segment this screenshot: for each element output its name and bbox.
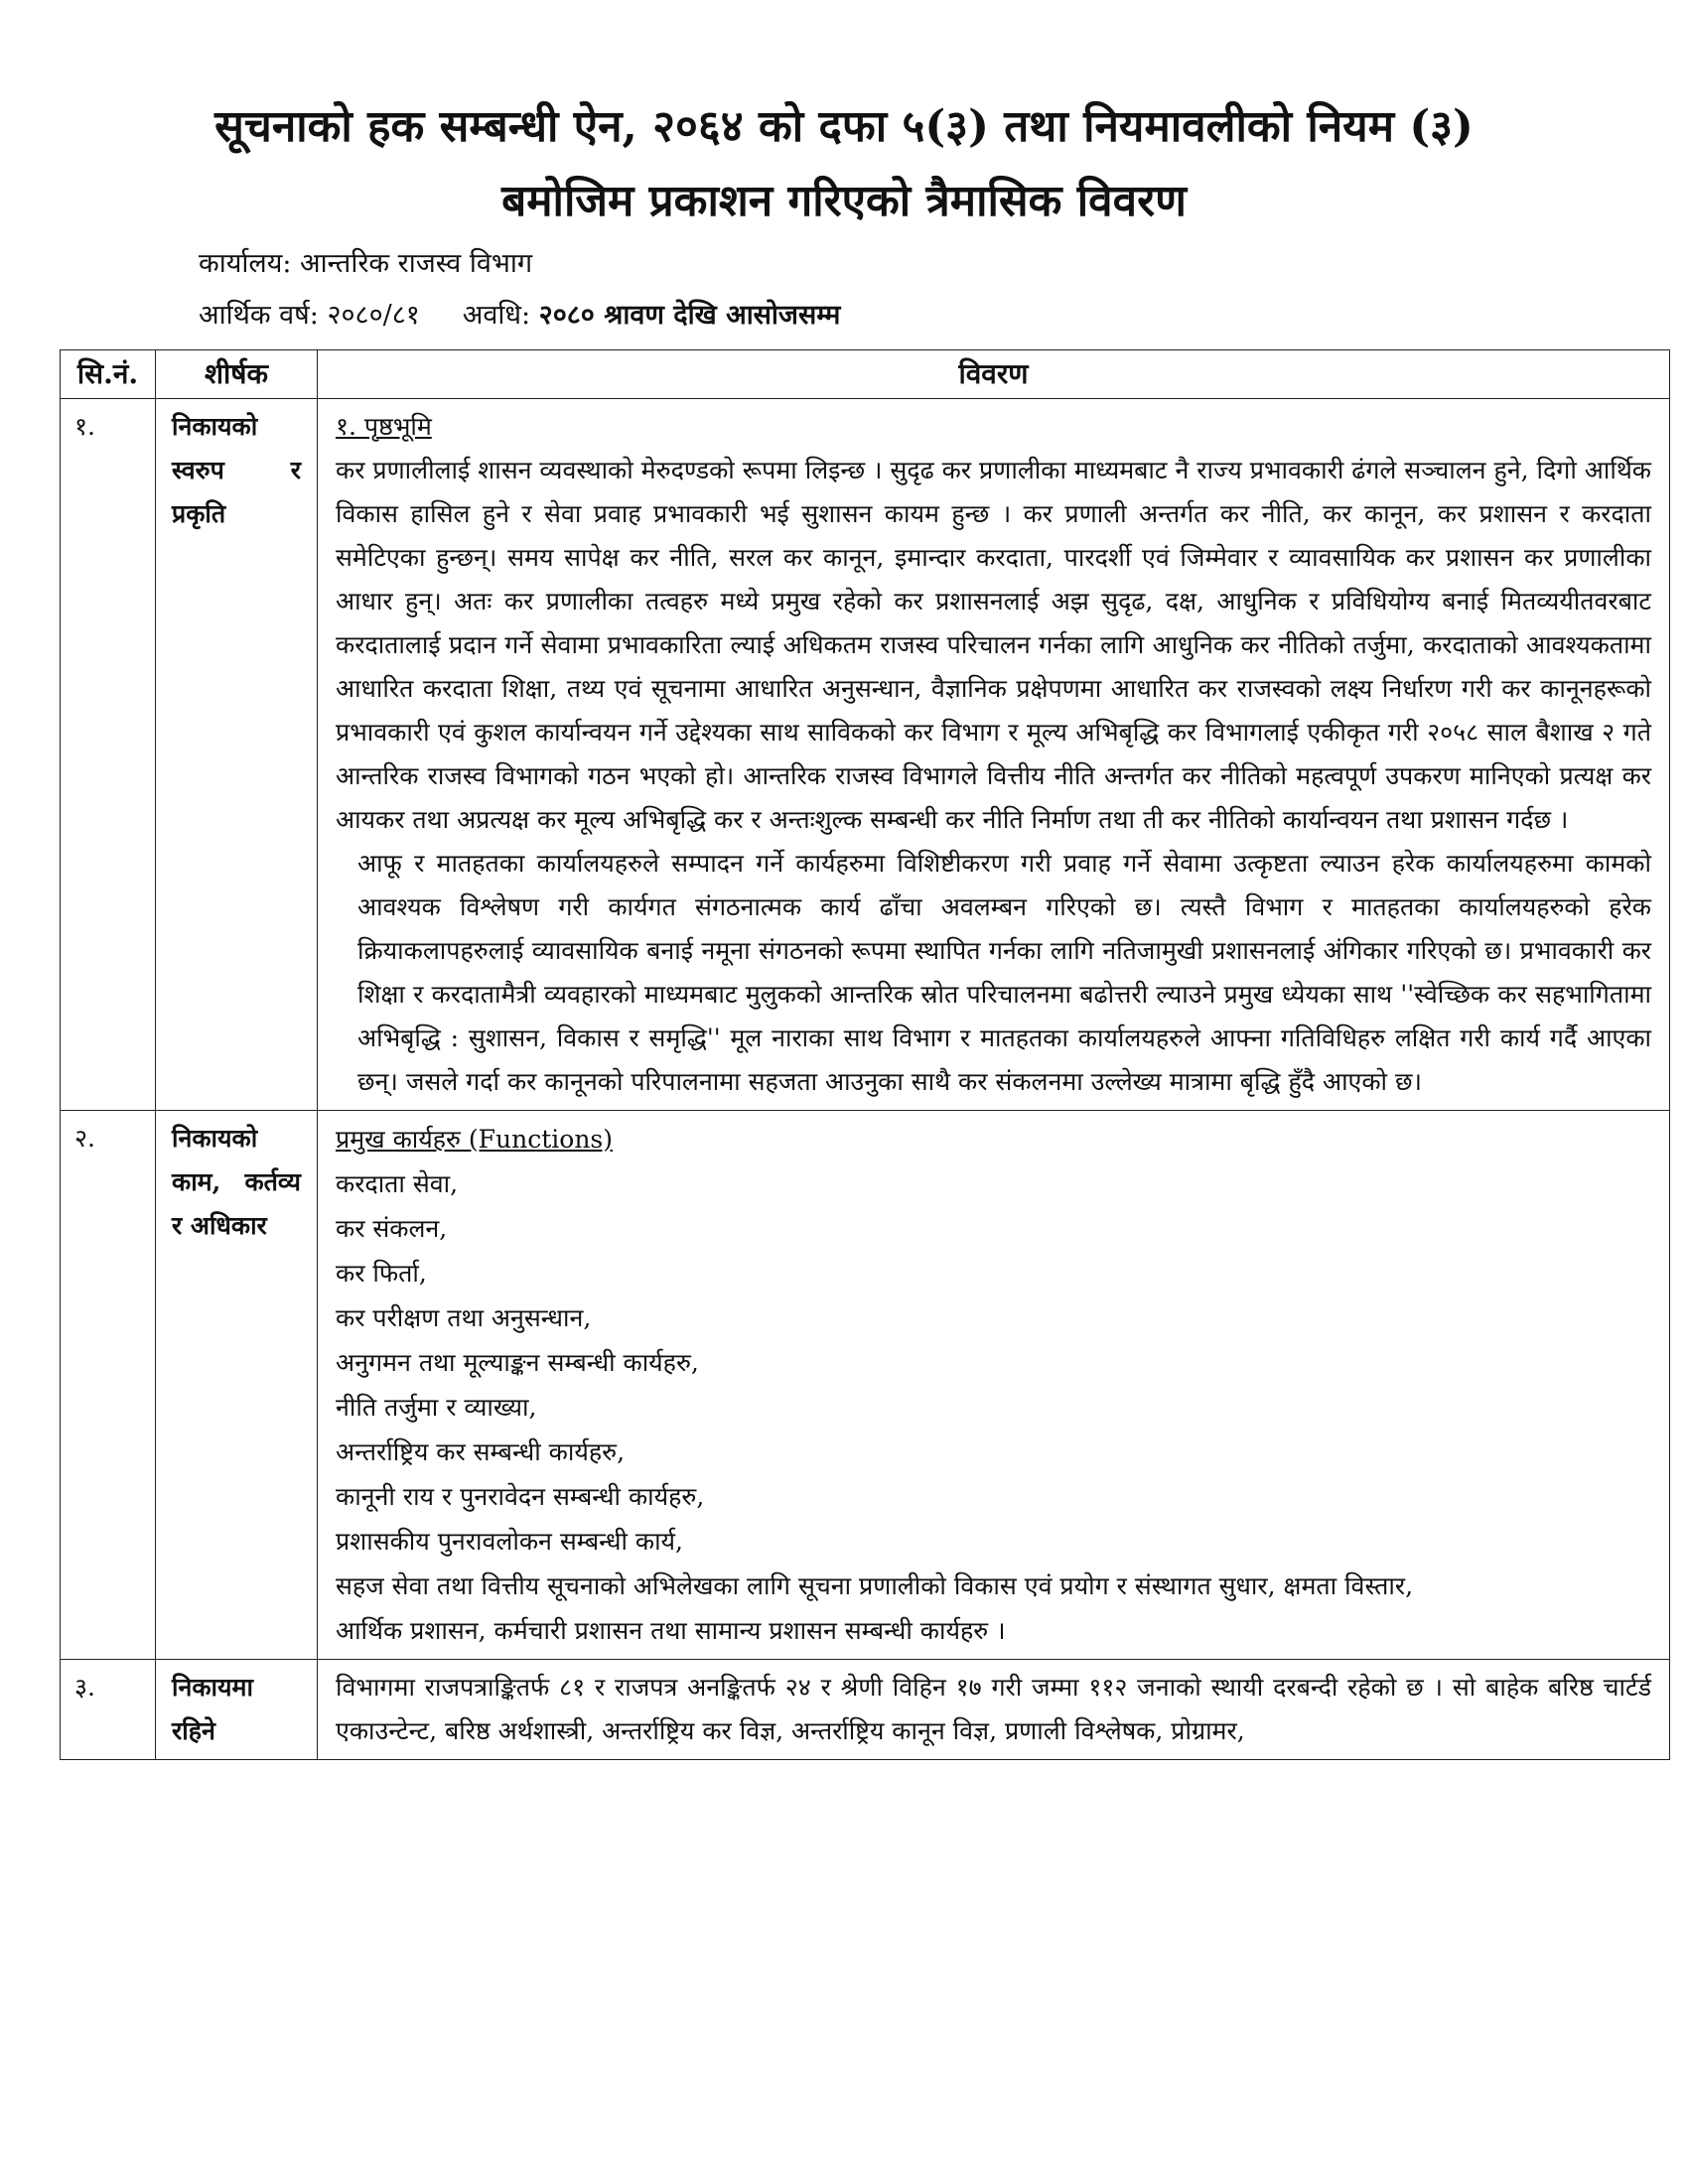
period-label: अवधि: [462, 300, 531, 331]
row-heading: निकायमा रहिने [156, 1660, 318, 1760]
table-row [61, 399, 1670, 1111]
function-item: नीति तर्जुमा र व्याख्या, [336, 1393, 537, 1422]
function-item: अन्तर्राष्ट्रिय कर सम्बन्धी कार्यहरु, [336, 1437, 626, 1466]
function-item: कर परीक्षण तथा अनुसन्धान, [336, 1303, 592, 1332]
fiscal-year: आर्थिक वर्ष: २०८०/८१ [199, 300, 420, 331]
header-heading: शीर्षक [156, 350, 318, 399]
row-serial: २. [61, 1111, 156, 1660]
function-item: कर संकलन, [336, 1214, 448, 1243]
header-description: विवरण [318, 350, 1670, 399]
document-title-line2: बमोजिम प्रकाशन गरिएको त्रैमासिक विवरण [501, 176, 1187, 226]
background-paragraph-2: आफू र मातहतका कार्यालयहरुले सम्पादन गर्ने कार्यहरुमा विशिष्टीकरण गरी प्रवाह गर्ने सेवामा उत्कृष्टता ल्याउन हरेक कार्यालयहरुमा कामको आवश्यक विश्लेषण गरी कार्यगत संगठनात्मक कार्य ढाँचा अवलम्बन गरिएको छ। त्यस्तै विभाग र मातहतका कार्यालयहरुको हरेक क्रियाकलापहरुलाई व्यावसायिक बनाई नमूना संगठनको रूपमा स्थापित गर्नका लागि नतिजामुखी प्रशासनलाई अंगिकार गरिएको छ। प्रभावकारी कर शिक्षा र करदातामैत्री व्यवहारको माध्यमबाट मुलुकको आन्तरिक स्रोत परिचालनमा बढोत्तरी ल्याउने प्रमुख ध्येयका साथ ''स्वेच्छिक कर सहभागितामा अभिबृद्धि : सुशासन, विकास र समृद्धि'' मूल नाराका साथ विभाग र मातहतका कार्यालयहरुले आफ्ना गतिविधिहरु लक्षित गरी कार्य गर्दै आएका छन्। जसले गर्दा कर कानूनको परिपालनामा सहजता आउनुका साथै कर संकलनमा उल्लेख्य मात्रामा बृद्धि हुँदै आएको छ। [357, 849, 1651, 1096]
office-name: कार्यालय: आन्तरिक राजस्व विभाग [199, 248, 533, 279]
table-row [61, 1660, 1670, 1760]
row-description [318, 399, 1670, 1111]
section-subtitle: प्रमुख कार्यहरु (Functions) [336, 1125, 613, 1154]
table-row [61, 1111, 1670, 1660]
function-item: कानूनी राय र पुनरावेदन सम्बन्धी कार्यहरु, [336, 1482, 705, 1511]
period-value: २०८० श्रावण देखि आसोजसम्म [538, 300, 841, 331]
row-serial: ३. [61, 1660, 156, 1760]
info-table [60, 349, 1670, 1760]
row-description: विभागमा राजपत्राङ्कितर्फ ८१ र राजपत्र अनङ्कितर्फ २४ र श्रेणी विहिन १७ गरी जम्मा ११२ जनाको स्थायी दरबन्दी रहेको छ । सो बाहेक बरिष्ठ चार्टर्ड एकाउन्टेन्ट, बरिष्ठ अर्थशास्त्री, अन्तर्राष्ट्रिय कर विज्ञ, अन्तर्राष्ट्रिय कानून विज्ञ, प्रणाली विश्लेषक, प्रोग्रामर, [318, 1660, 1670, 1760]
fiscal-period-line [199, 298, 840, 334]
function-item: करदाता सेवा, [336, 1169, 459, 1198]
function-item: सहज सेवा तथा वित्तीय सूचनाको अभिलेखका लागि सूचना प्रणालीको विकास एवं प्रयोग र संस्थागत सुधार, क्षमता विस्तार, [336, 1571, 1414, 1600]
row-serial: १. [61, 399, 156, 1111]
row-heading: निकायको स्वरुप र प्रकृति [156, 399, 318, 1111]
row-description [318, 1111, 1670, 1660]
function-item: प्रशासकीय पुनरावलोकन सम्बन्धी कार्य, [336, 1527, 683, 1556]
header-sn: सि.नं. [61, 350, 156, 399]
function-item: कर फिर्ता, [336, 1259, 427, 1288]
document-title-line1: सूचनाको हक सम्बन्धी ऐन, २०६४ को दफा ५(३) तथा नियमावलीको नियम (३) [214, 101, 1474, 152]
section-subtitle: १. पृष्ठभूमि [336, 412, 432, 441]
function-item: अनुगमन तथा मूल्याङ्कन सम्बन्धी कार्यहरु, [336, 1348, 699, 1377]
table-header-row [61, 350, 1670, 399]
function-item: आर्थिक प्रशासन, कर्मचारी प्रशासन तथा सामान्य प्रशासन सम्बन्धी कार्यहरु । [336, 1616, 1006, 1645]
background-paragraph-1: कर प्रणालीलाई शासन व्यवस्थाको मेरुदण्डको रूपमा लिइन्छ । सुदृढ कर प्रणालीका माध्यमबाट नै राज्य प्रभावकारी ढंगले सञ्चालन हुने, दिगो आर्थिक विकास हासिल हुने र सेवा प्रवाह प्रभावकारी भई सुशासन कायम हुन्छ । कर प्रणाली अन्तर्गत कर नीति, कर कानून, कर प्रशासन र करदाता समेटिएका हुन्छन्। समय सापेक्ष कर नीति, सरल कर कानून, इमान्दार करदाता, पारदर्शी एवं जिम्मेवार र व्यावसायिक कर प्रशासन कर प्रणालीका आधार हुन्। अतः कर प्रणालीका तत्वहरु मध्ये प्रमुख रहेको कर प्रशासनलाई अझ सुदृढ, दक्ष, आधुनिक र प्रविधियोग्य बनाई मितव्ययीतवरबाट करदातालाई प्रदान गर्ने सेवामा प्रभावकारिता ल्याई अधिकतम राजस्व परिचालन गर्नका लागि आधुनिक कर नीतिको तर्जुमा, करदाताको आवश्यकतामा आधारित करदाता शिक्षा, तथ्य एवं सूचनामा आधारित अनुसन्धान, वैज्ञानिक प्रक्षेपणमा आधारित कर राजस्वको लक्ष्य निर्धारण गरी कर कानूनहरूको प्रभावकारी एवं कुशल कार्यान्वयन गर्ने उद्देश्यका साथ साविकको कर विभाग र मूल्य अभिबृद्धि कर विभागलाई एकीकृत गरी २०५८ साल बैशाख २ गते आन्तरिक राजस्व विभागको गठन भएको हो। आन्तरिक राजस्व विभागले वित्तीय नीति अन्तर्गत कर नीतिको महत्वपूर्ण उपकरण मानिएको प्रत्यक्ष कर आयकर तथा अप्रत्यक्ष कर मूल्य अभिबृद्धि कर र अन्तःशुल्क सम्बन्धी कर नीति निर्माण तथा ती कर नीतिको कार्यान्वयन तथा प्रशासन गर्दछ । [336, 456, 1651, 834]
row-heading: निकायको काम, कर्तव्य र अधिकार [156, 1111, 318, 1660]
